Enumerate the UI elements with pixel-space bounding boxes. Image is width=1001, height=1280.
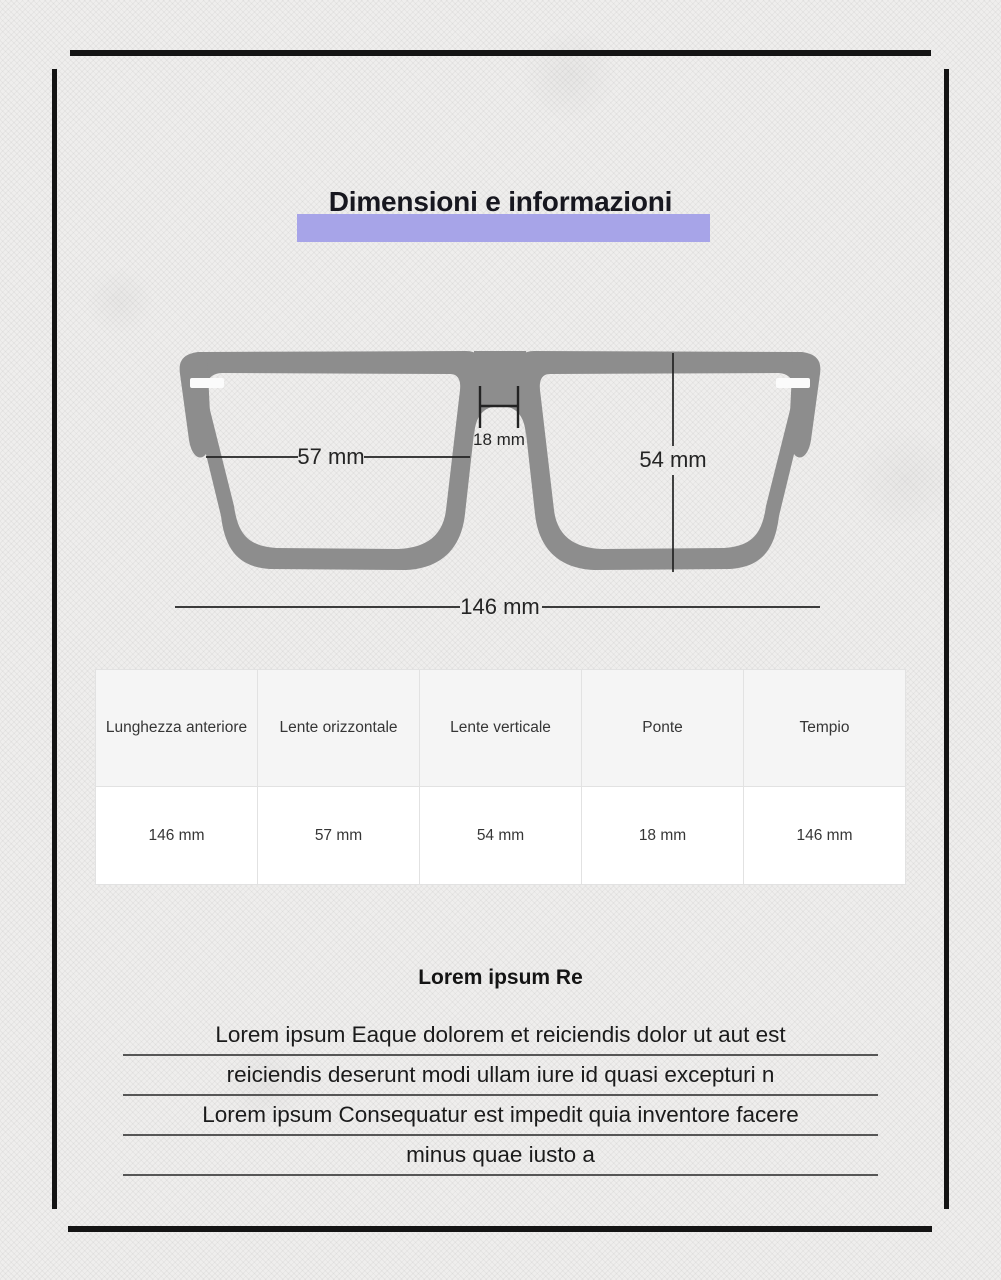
frame-bottom-line — [68, 1226, 932, 1232]
glasses-dimension-diagram — [170, 342, 830, 627]
dimensions-spec-table — [95, 669, 906, 885]
description-line: Lorem ipsum Consequatur est impedit quia inventore facere — [123, 1096, 878, 1136]
value-lens-horizontal: 57 mm — [258, 787, 420, 885]
bridge-measure-label: 18 mm — [473, 430, 525, 449]
front-length-measure-label: 146 mm — [460, 594, 540, 619]
header-lens-vertical: Lente verticale — [420, 670, 582, 787]
lens-horizontal-measure-label: 57 mm — [297, 444, 365, 469]
description-line: reiciendis deserunt modi ullam iure id quasi excepturi n — [123, 1056, 878, 1096]
description-line: minus quae iusto a — [123, 1136, 878, 1176]
header-bridge: Ponte — [582, 670, 744, 787]
header-lens-horizontal: Lente orizzontale — [258, 670, 420, 787]
glasses-frame-shape — [180, 351, 821, 570]
lens-vertical-measure-label: 54 mm — [639, 447, 707, 472]
frame-left-line — [52, 69, 57, 1209]
description-line: Lorem ipsum Eaque dolorem et reiciendis dolor ut aut est — [123, 1016, 878, 1056]
header-temple: Tempio — [744, 670, 906, 787]
value-bridge: 18 mm — [582, 787, 744, 885]
spec-table-header-row — [96, 670, 906, 787]
frame-right-line — [944, 69, 949, 1209]
description-heading: Lorem ipsum Re — [418, 966, 583, 989]
description-section — [123, 1016, 878, 1176]
page-title: Dimensioni e informazioni — [328, 186, 673, 217]
value-lens-vertical: 54 mm — [420, 787, 582, 885]
value-temple: 146 mm — [744, 787, 906, 885]
value-front-length: 146 mm — [96, 787, 258, 885]
header-front-length: Lunghezza anteriore — [96, 670, 258, 787]
end-piece — [180, 352, 212, 457]
hinge-rivet-slot — [190, 378, 224, 388]
frame-top-line — [70, 50, 931, 56]
title-highlight-bar — [297, 214, 710, 242]
spec-table-value-row — [96, 787, 906, 885]
